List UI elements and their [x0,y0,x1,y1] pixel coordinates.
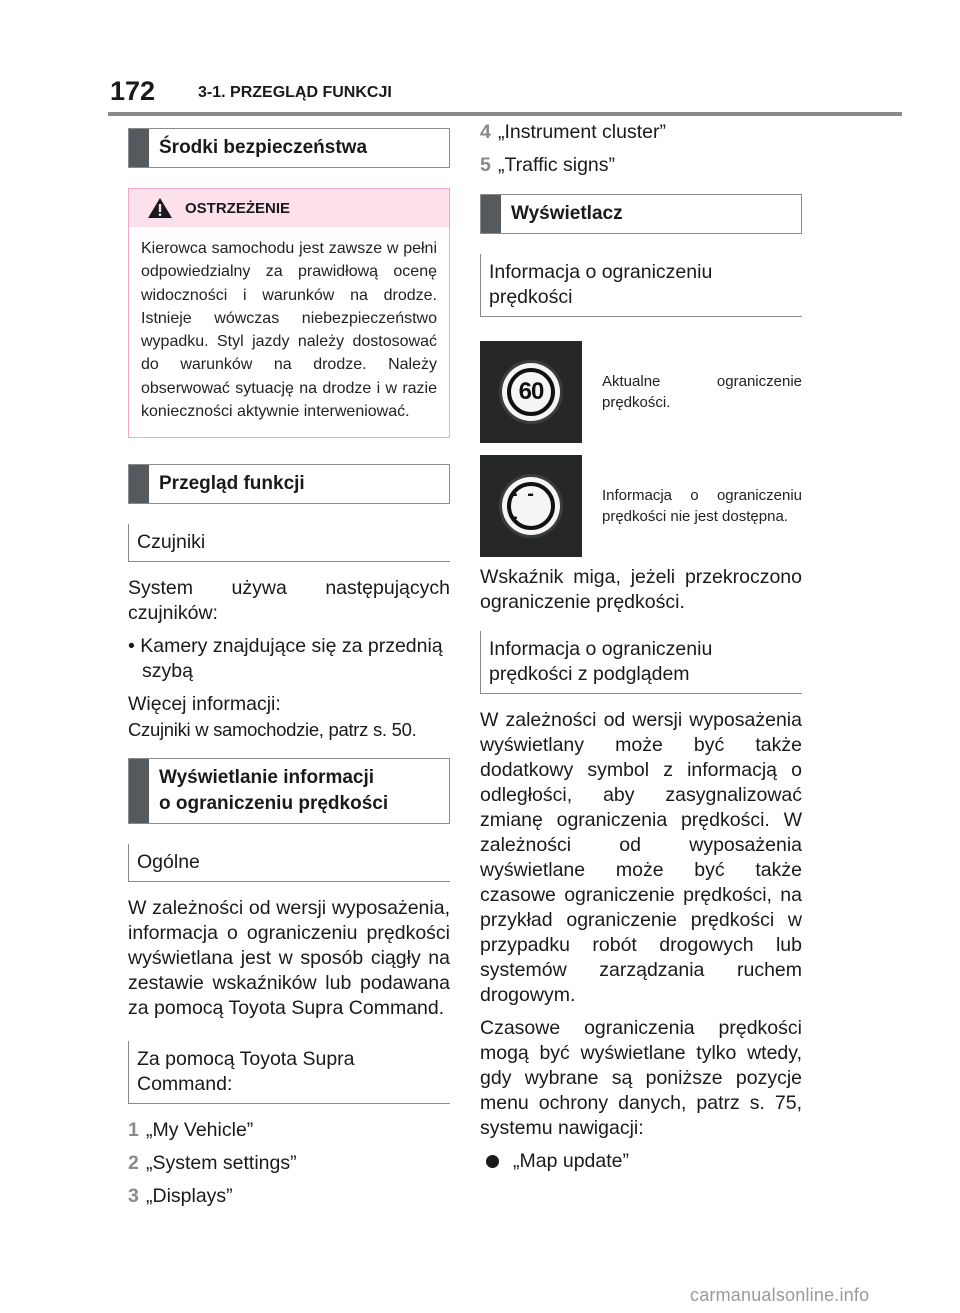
temporary-limits-text: Czasowe ograniczenia prędkości mogą być wyświetlane tylko wtedy, gdy wybrane są poniższe pozycje menu ochrony danych, patrz s. 75, systemu nawigacji: [480,1017,802,1139]
step-item [128,1118,450,1143]
step-label: „System settings” [146,1152,297,1175]
warning-body: Kierowca samochodu jest zawsze w pełni odpowiedzialny za prawidłową ocenę widoczności i warunków na drodze. Istnieje wówczas niebezpieczeństwo wypadku. Styl jazdy należy dostosować do warunków na drodze. Należy obserwować sytuację na drodze i w razie konieczności aktywnie interweniować. [141,240,437,421]
step-label: „Instrument cluster” [498,121,666,143]
section-title: 3-1. PRZEGLĄD FUNKCJI [198,84,392,101]
general-text: W zależności od wersji wyposażenia, informacja o ograniczeniu prędkości wyświetlana jest w sposób ciągły na zestawie wskaźników lub podawana za pomocą Toyota Supra Command. [128,897,450,1020]
safety-heading [128,128,450,168]
warning-box [128,188,450,438]
step-item [128,1151,450,1176]
heading-bar [481,195,501,233]
more-info-reference: Czujniki w samochodzie, patrz s. 50. [128,719,417,741]
step-number: 2 [128,1152,139,1175]
list-item-label: „Map update” [513,1150,629,1172]
speed-sign-value: 60 [507,368,555,416]
speed-limit-unavailable-icon [480,455,582,557]
step-item [480,153,802,178]
display-heading [480,194,802,234]
bullet-dot-icon [486,1155,499,1168]
sensors-subheading: Czujniki [128,524,450,562]
display-info-heading [128,758,450,824]
step-number: 1 [128,1119,139,1142]
overview-heading-text: Przegląd funkcji [159,473,305,495]
sign-row-unavailable [480,455,802,557]
limit-info-subheading: Informacja o ograniczeniu prędkości [480,254,802,317]
warning-triangle-icon [147,197,173,219]
display-info-heading-line1: Wyświetlanie informacji [159,767,375,789]
warning-title: OSTRZEŻENIE [185,199,291,217]
sensors-bullet: • Kamery znajdujące się za przednią szybą [128,635,443,683]
general-subheading: Ogólne [128,844,450,882]
step-item [480,120,802,145]
warning-header [129,189,449,227]
command-subheading: Za pomocą Toyota Supra Command: [128,1041,450,1104]
heading-bar [129,129,149,167]
speed-sign-circle [502,363,560,421]
page-number: 172 [110,76,156,106]
step-number: 3 [128,1185,139,1208]
step-number: 5 [480,154,491,176]
sign-caption: Aktualne ograniczenie prędkości. [602,373,802,411]
display-info-heading-text [149,759,398,823]
more-info-label: Więcej informacji: [128,693,281,716]
sensors-text: System używa następujących czujników: [128,577,450,625]
display-heading-text: Wyświetlacz [511,203,623,224]
left-column [128,128,450,1217]
sign-caption: Informacja o ograniczeniu prędkości nie jest dostępna. [602,487,802,525]
step-label: „Displays” [146,1185,233,1208]
header-rule [108,112,902,116]
speed-limit-60-icon [480,341,582,443]
heading-bar [129,759,149,823]
speed-sign-circle [502,477,560,535]
sign-row-current [480,341,802,443]
heading-bar [129,465,149,503]
step-label: „My Vehicle” [146,1119,254,1142]
step-number: 4 [480,121,491,143]
right-column [480,120,802,1174]
step-item [128,1184,450,1209]
watermark: carmanualsonline.info [690,1285,870,1305]
display-info-heading-line2: o ograniczeniu prędkości [159,793,389,815]
preview-subheading: Informacja o ograniczeniu prędkości z podglądem [480,631,802,694]
overview-heading [128,464,450,504]
safety-heading-text: Środki bezpieczeństwa [159,137,368,158]
preview-text: W zależności od wersji wyposażenia wyświetlany może być także dodatkowy symbol z informacją o odległości, aby zasygnalizować zmianę ograniczenia prędkości. W zależności od wyposażenia wyświetlane może być także czasowe ograniczenie prędkości, na przykład ograniczenie prędkości w przypadku robót drogowych lub systemów zarządzania ruchem drogowym. [480,709,802,1006]
step-label: „Traffic signs” [498,154,616,176]
speed-sign-value: - - - [507,482,555,530]
list-item [480,1149,802,1174]
blink-text: Wskaźnik miga, jeżeli przekroczono ograniczenie prędkości. [480,566,802,613]
